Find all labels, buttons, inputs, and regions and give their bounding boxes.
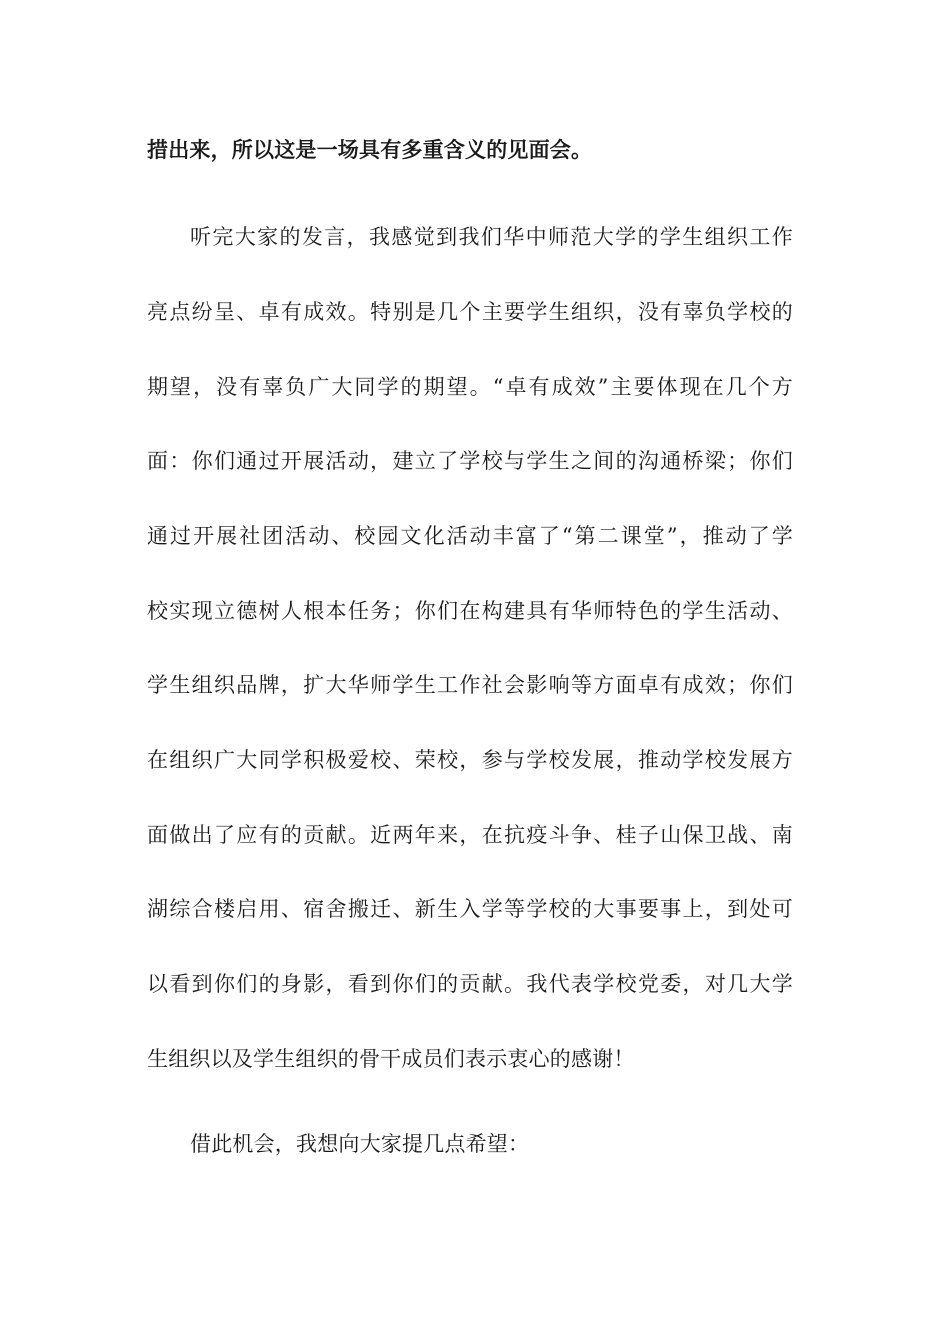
paragraph-3-line-1: 借此机会，我想向大家提几点希望： — [190, 1132, 530, 1156]
paragraph-2-line-2: 亮点纷呈、卓有成效。特别是几个主要学生组织，没有辜负学校的 — [147, 300, 793, 324]
paragraph-1-line-1: 措出来，所以这是一场具有多重含义的见面会。 — [147, 137, 593, 162]
paragraph-2-line-12: 生组织以及学生组织的骨干成员们表示衷心的感谢！ — [147, 1047, 635, 1071]
paragraph-2-line-6: 校实现立德树人根本任务；你们在构建具有华师特色的学生活动、 — [147, 599, 793, 623]
paragraph-2-line-1: 听完大家的发言，我感觉到我们华中师范大学的学生组织工作 — [190, 225, 793, 249]
paragraph-2-line-8: 在组织广大同学积极爱校、荣校，参与学校发展，推动学校发展方 — [147, 748, 793, 772]
paragraph-2-line-4: 面：你们通过开展活动，建立了学校与学生之间的沟通桥梁；你们 — [147, 449, 793, 473]
paragraph-2-line-5: 通过开展社团活动、校园文化活动丰富了“第二课堂”，推动了学 — [147, 524, 793, 548]
paragraph-2-line-9: 面做出了应有的贡献。近两年来，在抗疫斗争、桂子山保卫战、南 — [147, 823, 793, 847]
paragraph-2-line-7: 学生组织品牌，扩大华师学生工作社会影响等方面卓有成效；你们 — [147, 673, 793, 697]
paragraph-2-line-11: 以看到你们的身影，看到你们的贡献。我代表学校党委，对几大学 — [147, 972, 793, 996]
paragraph-2-line-10: 湖综合楼启用、宿舍搬迁、新生入学等学校的大事要事上，到处可 — [147, 897, 793, 921]
paragraph-2-line-3: 期望，没有辜负广大同学的期望。“卓有成效”主要体现在几个方 — [147, 375, 793, 399]
